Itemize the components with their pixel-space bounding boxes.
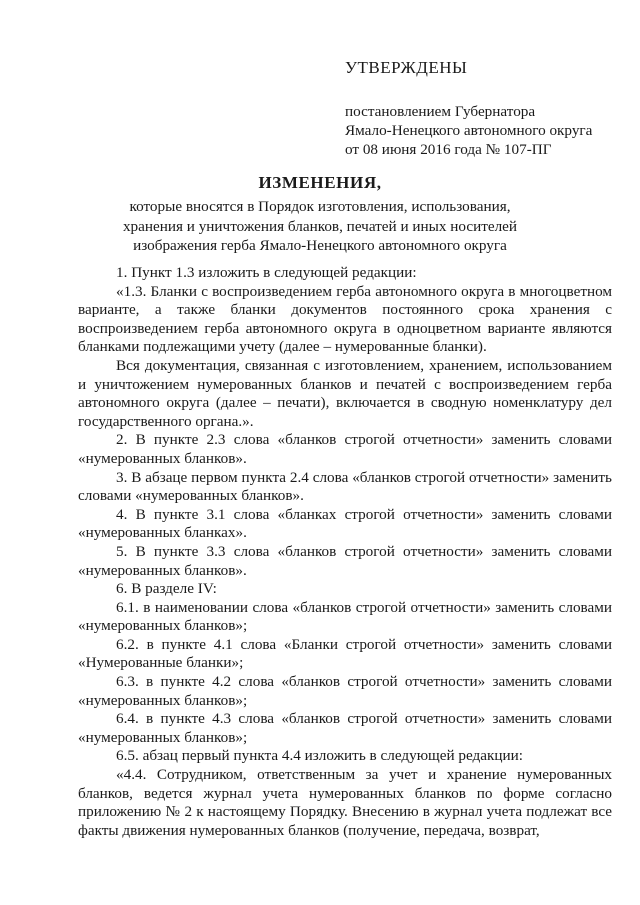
paragraph-5: 3. В абзаце первом пункта 2.4 слова «бланков строгой отчетности» заменить словами «нумерованных бланков». [78, 468, 612, 505]
paragraph-12: 6.4. в пункте 4.3 слова «бланков строгой отчетности» заменить словами «нумерованных бланков»; [78, 710, 612, 746]
paragraph-6: 4. В пункте 3.1 слова «бланках строгой отчетности» заменить словами «нумерованных бланках». [78, 505, 612, 542]
paragraph-11: 6.3. в пункте 4.2 слова «бланков строгой отчетности» заменить словами «нумерованных бланков»; [78, 673, 612, 709]
paragraph-14: «4.4. Сотрудником, ответственным за учет и хранение нумерованных бланков, ведется журнал учета нумерованных бланков по форме согласно приложению № 2 к настоящему Порядку. Внесению в журнал учета подлежат все факты движения нумерованных бланков (получение, передача, возврат, [78, 766, 612, 839]
document-title-block [60, 172, 580, 256]
document-subtitle-line-2: хранения и уничтожения бланков, печатей и иных носителей [122, 217, 518, 235]
approval-line-1: постановлением Губернатора [345, 103, 536, 120]
paragraph-3: Вся документация, связанная с изготовлением, хранением, использованием и уничтожением нумерованных бланков и печатей с воспроизведением герба автономного округа (далее – печати), включается в сводную номенклатуру дел государственного органа.». [78, 356, 612, 430]
document-body [78, 264, 612, 840]
paragraph-8: 6. В разделе IV: [116, 580, 217, 598]
paragraph-9: 6.1. в наименовании слова «бланков строгой отчетности» заменить словами «нумерованных бланков»; [78, 598, 612, 635]
paragraph-13: 6.5. абзац первый пункта 4.4 изложить в следующей редакции: [116, 747, 523, 765]
approval-line-2: Ямало-Ненецкого автономного округа [345, 122, 593, 139]
paragraph-4: 2. В пункте 2.3 слова «бланков строгой отчетности» заменить словами «нумерованных бланков». [78, 431, 612, 467]
document-subtitle-line-3: изображения герба Ямало-Ненецкого автономного округа [133, 237, 507, 254]
document-subtitle-line-1: которые вносятся в Порядок изготовления, использования, [129, 198, 511, 215]
approval-line-3: от 08 июня 2016 года № 107-ПГ [345, 141, 552, 158]
approval-stamp: УТВЕРЖДЕНЫ [345, 58, 468, 77]
approval-block [345, 58, 615, 159]
paragraph-7: 5. В пункте 3.3 слова «бланков строгой отчетности» заменить словами «нумерованных бланков». [78, 542, 612, 579]
paragraph-2: «1.3. Бланки с воспроизведением герба автономного округа в многоцветном варианте, а также бланки документов постоянного срока хранения с воспроизведением герба автономного округа в одноцветном варианте являются бланками подлежащими учету (далее – нумерованные бланки). [78, 282, 612, 356]
document-title: ИЗМЕНЕНИЯ, [258, 173, 382, 192]
paragraph-1: 1. Пункт 1.3 изложить в следующей редакции: [116, 264, 417, 281]
paragraph-10: 6.2. в пункте 4.1 слова «Бланки строгой отчетности» заменить словами «Нумерованные бланки»; [78, 635, 612, 672]
